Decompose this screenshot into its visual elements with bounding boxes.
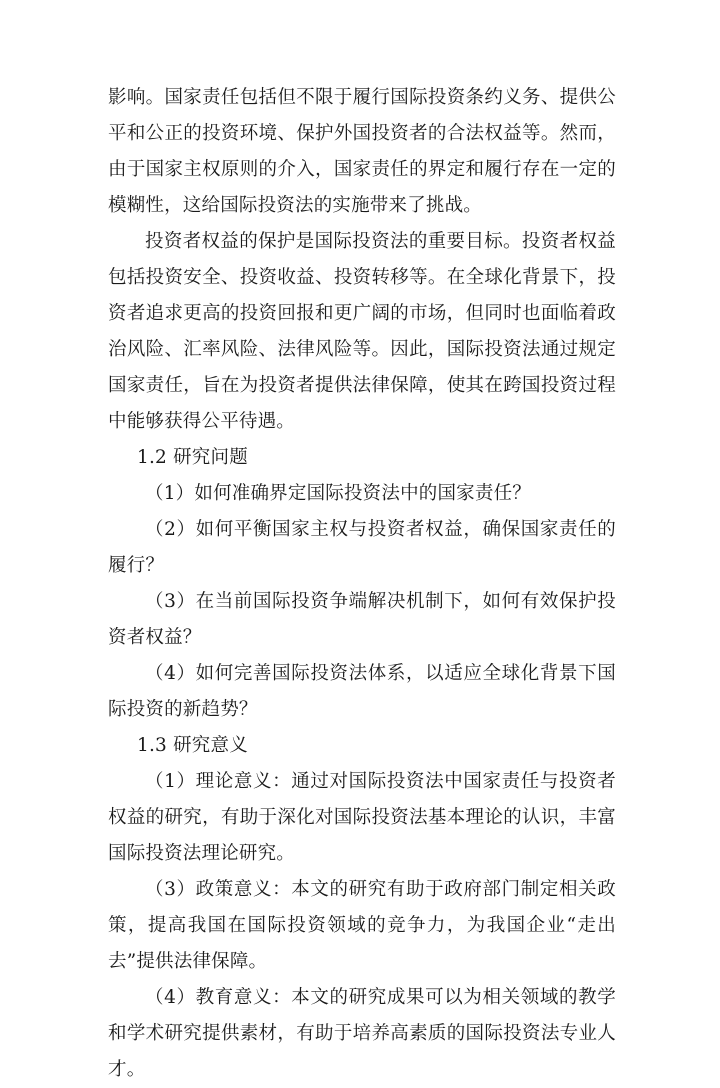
research-question-1: （1）如何准确界定国际投资法中的国家责任？: [145, 483, 531, 504]
section-heading-research-questions: 1.2 研究问题: [137, 447, 248, 468]
research-question-2: （2）如何平衡国家主权与投资者权益，确保国家责任的履行？: [108, 519, 616, 576]
body-text: [108, 80, 616, 1088]
research-question-4: （4）如何完善国际投资法体系，以适应全球化背景下国际投资的新趋势？: [108, 663, 616, 720]
significance-policy: （3）政策意义：本文的研究有助于政府部门制定相关政策，提高我国在国际投资领域的竞争力，为我国企业“走出去”提供法律保障。: [108, 879, 616, 972]
significance-theoretical: （1）理论意义：通过对国际投资法中国家责任与投资者权益的研究，有助于深化对国际投资法基本理论的认识，丰富国际投资法理论研究。: [108, 771, 616, 864]
paragraph-national-responsibility: 影响。国家责任包括但不限于履行国际投资条约义务、提供公平和公正的投资环境、保护外国投资者的合法权益等。然而，由于国家主权原则的介入，国家责任的界定和履行存在一定的模糊性，这给国际投资法的实施带来了挑战。: [108, 87, 616, 216]
significance-education: （4）教育意义：本文的研究成果可以为相关领域的教学和学术研究提供素材，有助于培养高素质的国际投资法专业人才。: [108, 987, 616, 1080]
research-question-3: （3）在当前国际投资争端解决机制下，如何有效保护投资者权益？: [108, 591, 616, 648]
paragraph-investor-rights: 投资者权益的保护是国际投资法的重要目标。投资者权益包括投资安全、投资收益、投资转移等。在全球化背景下，投资者追求更高的投资回报和更广阔的市场，但同时也面临着政治风险、汇率风险、法律风险等。因此，国际投资法通过规定国家责任，旨在为投资者提供法律保障，使其在跨国投资过程中能够获得公平待遇。: [108, 231, 616, 432]
section-heading-research-significance: 1.3 研究意义: [137, 735, 248, 756]
